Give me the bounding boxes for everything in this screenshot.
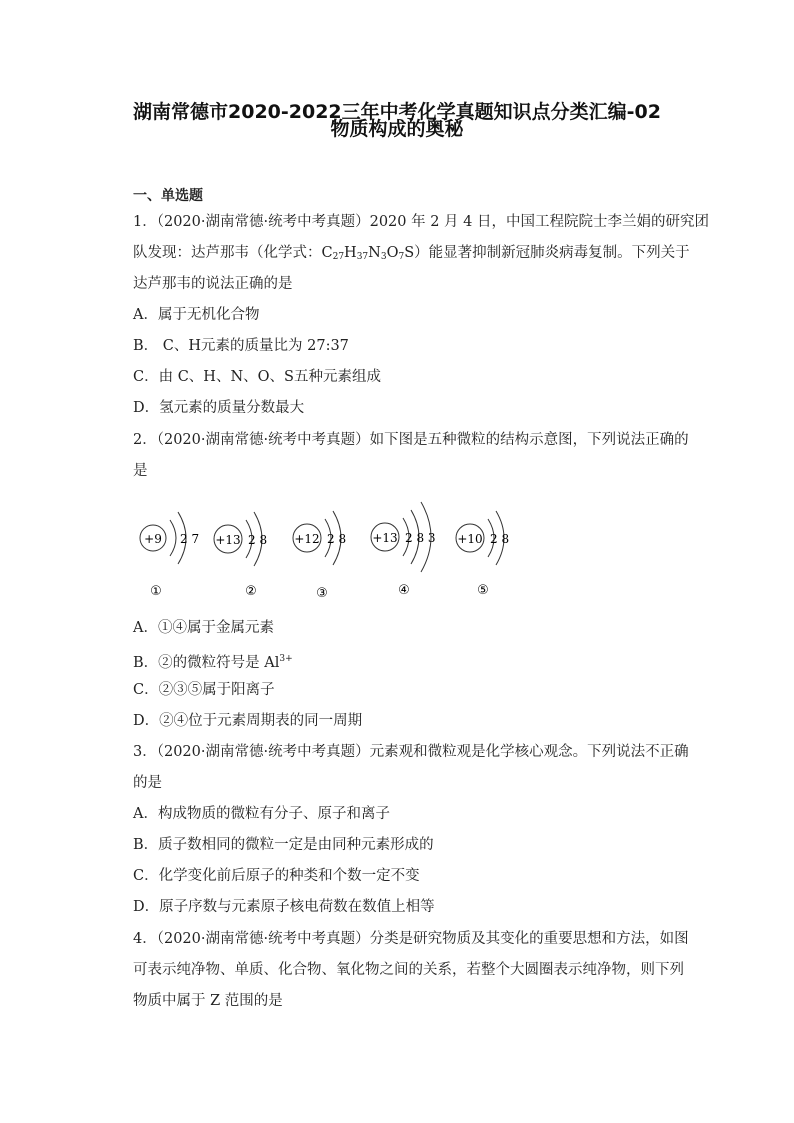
q3-option-c: C．化学变化前后原子的种类和个数一定不变 bbox=[133, 868, 420, 884]
atom-structure-5 bbox=[456, 511, 509, 598]
q4-stem-line2: 可表示纯净物、单质、化合物、氧化物之间的关系，若整个大圆圈表示纯净物，则下列 bbox=[133, 962, 684, 978]
svg-text:①: ① bbox=[150, 584, 162, 599]
svg-text:2 8: 2 8 bbox=[248, 533, 268, 547]
q1-stem-line3: 达芦那韦的说法正确的是 bbox=[133, 276, 293, 292]
q1-option-b: B． C、H元素的质量比为 27:37 bbox=[133, 338, 349, 354]
document-title-line2: 物质构成的奥秘 bbox=[330, 118, 464, 140]
document-title-line1: 湖南常德市2020-2022三年中考化学真题知识点分类汇编-02 bbox=[133, 101, 661, 123]
svg-text:+10: +10 bbox=[457, 532, 483, 546]
q2-option-b: B．②的微粒符号是 $Al^{3+}$ bbox=[133, 654, 293, 671]
svg-text:③: ③ bbox=[316, 586, 328, 601]
q3-option-b: B．质子数相同的微粒一定是由同种元素形成的 bbox=[133, 837, 434, 853]
q1-option-d: D．氢元素的质量分数最大 bbox=[133, 400, 305, 416]
q3-option-a: A．构成物质的微粒有分子、原子和离子 bbox=[133, 806, 390, 822]
svg-text:2 8: 2 8 bbox=[327, 532, 347, 546]
atom-structure-4 bbox=[371, 502, 436, 598]
q3-stem-line2: 的是 bbox=[133, 775, 162, 791]
q2-stem-line1: 2．（2020·湖南常德·统考中考真题）如下图是五种微粒的结构示意图，下列说法正确的 bbox=[133, 432, 689, 448]
q4-stem-line3: 物质中属于 Z 范围的是 bbox=[133, 993, 283, 1009]
q2-option-d: D．②④位于元素周期表的同一周期 bbox=[133, 713, 363, 729]
atom-structure-2 bbox=[214, 512, 267, 599]
q1-stem-line1: 1．（2020·湖南常德·统考中考真题）2020 年 2 月 4 日，中国工程院院士李兰娟的研究团 bbox=[133, 214, 709, 230]
q1-option-c: C．由 C、H、N、O、S五种元素组成 bbox=[133, 369, 381, 385]
q3-option-d: D．原子序数与元素原子核电荷数在数值上相等 bbox=[133, 899, 435, 915]
q2-option-c: C．②③⑤属于阳离子 bbox=[133, 682, 275, 698]
q2-stem-line2: 是 bbox=[133, 463, 148, 479]
q4-stem-line1: 4．（2020·湖南常德·统考中考真题）分类是研究物质及其变化的重要思想和方法，如图 bbox=[133, 931, 689, 947]
svg-text:2 8: 2 8 bbox=[490, 532, 510, 546]
svg-text:2 8 3: 2 8 3 bbox=[405, 531, 436, 545]
svg-text:+13: +13 bbox=[215, 533, 241, 547]
svg-text:④: ④ bbox=[398, 583, 410, 598]
atomic-structure-diagram bbox=[130, 500, 530, 610]
svg-text:+12: +12 bbox=[294, 532, 320, 546]
svg-text:+13: +13 bbox=[372, 531, 398, 545]
svg-text:⑤: ⑤ bbox=[477, 583, 489, 598]
q1-option-a: A．属于无机化合物 bbox=[133, 307, 260, 323]
atom-structure-3 bbox=[293, 511, 346, 601]
atom-structure-1 bbox=[140, 512, 199, 599]
q2-option-a: A．①④属于金属元素 bbox=[133, 620, 274, 636]
svg-text:2 7: 2 7 bbox=[180, 532, 200, 546]
q3-stem-line1: 3．（2020·湖南常德·统考中考真题）元素观和微粒观是化学核心观念。下列说法不正确 bbox=[133, 744, 689, 760]
svg-text:+9: +9 bbox=[144, 532, 162, 546]
section-heading: 一、单选题 bbox=[133, 188, 203, 204]
q1-stem-line2: 队发现：达芦那韦（化学式：$C_{27}H_{37}N_3O_7S$）能显著抑制新冠肺炎病毒复制。下列关于 bbox=[133, 245, 690, 262]
svg-text:②: ② bbox=[245, 584, 257, 599]
